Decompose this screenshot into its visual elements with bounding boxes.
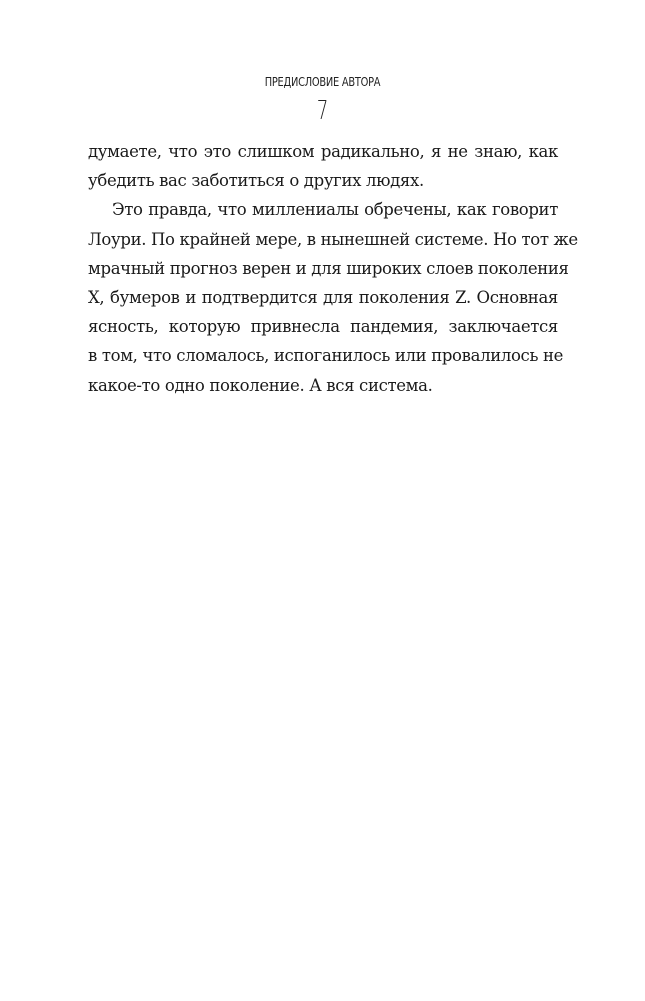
text-line: какое-то одно поколение. А вся система. — [88, 375, 433, 395]
running-head: ПРЕДИСЛОВИЕ АВТОРА — [264, 75, 381, 89]
text-line: в том, что сломалось, испоганилось или провалилось не — [88, 346, 564, 366]
text-line: убедить вас заботиться о других людях. — [88, 171, 424, 191]
page-number: 7 — [316, 96, 329, 126]
text-line: ясность, которую привнесла пандемия, заключается — [88, 317, 558, 337]
text-line: Лоури. По крайней мере, в нынешней системе. Но тот же — [88, 229, 578, 249]
text-line: мрачный прогноз верен и для широких слоев поколения — [88, 258, 569, 278]
text-line: X, бумеров и подтвердится для поколения Z. Основная — [88, 288, 558, 308]
paragraph-1 — [88, 137, 558, 195]
paragraph-2 — [88, 195, 578, 399]
body-text — [88, 137, 578, 400]
text-line: думаете, что это слишком радикально, я не знаю, как — [88, 142, 558, 161]
text-line: Это правда, что миллениалы обречены, как говорит — [112, 200, 558, 220]
